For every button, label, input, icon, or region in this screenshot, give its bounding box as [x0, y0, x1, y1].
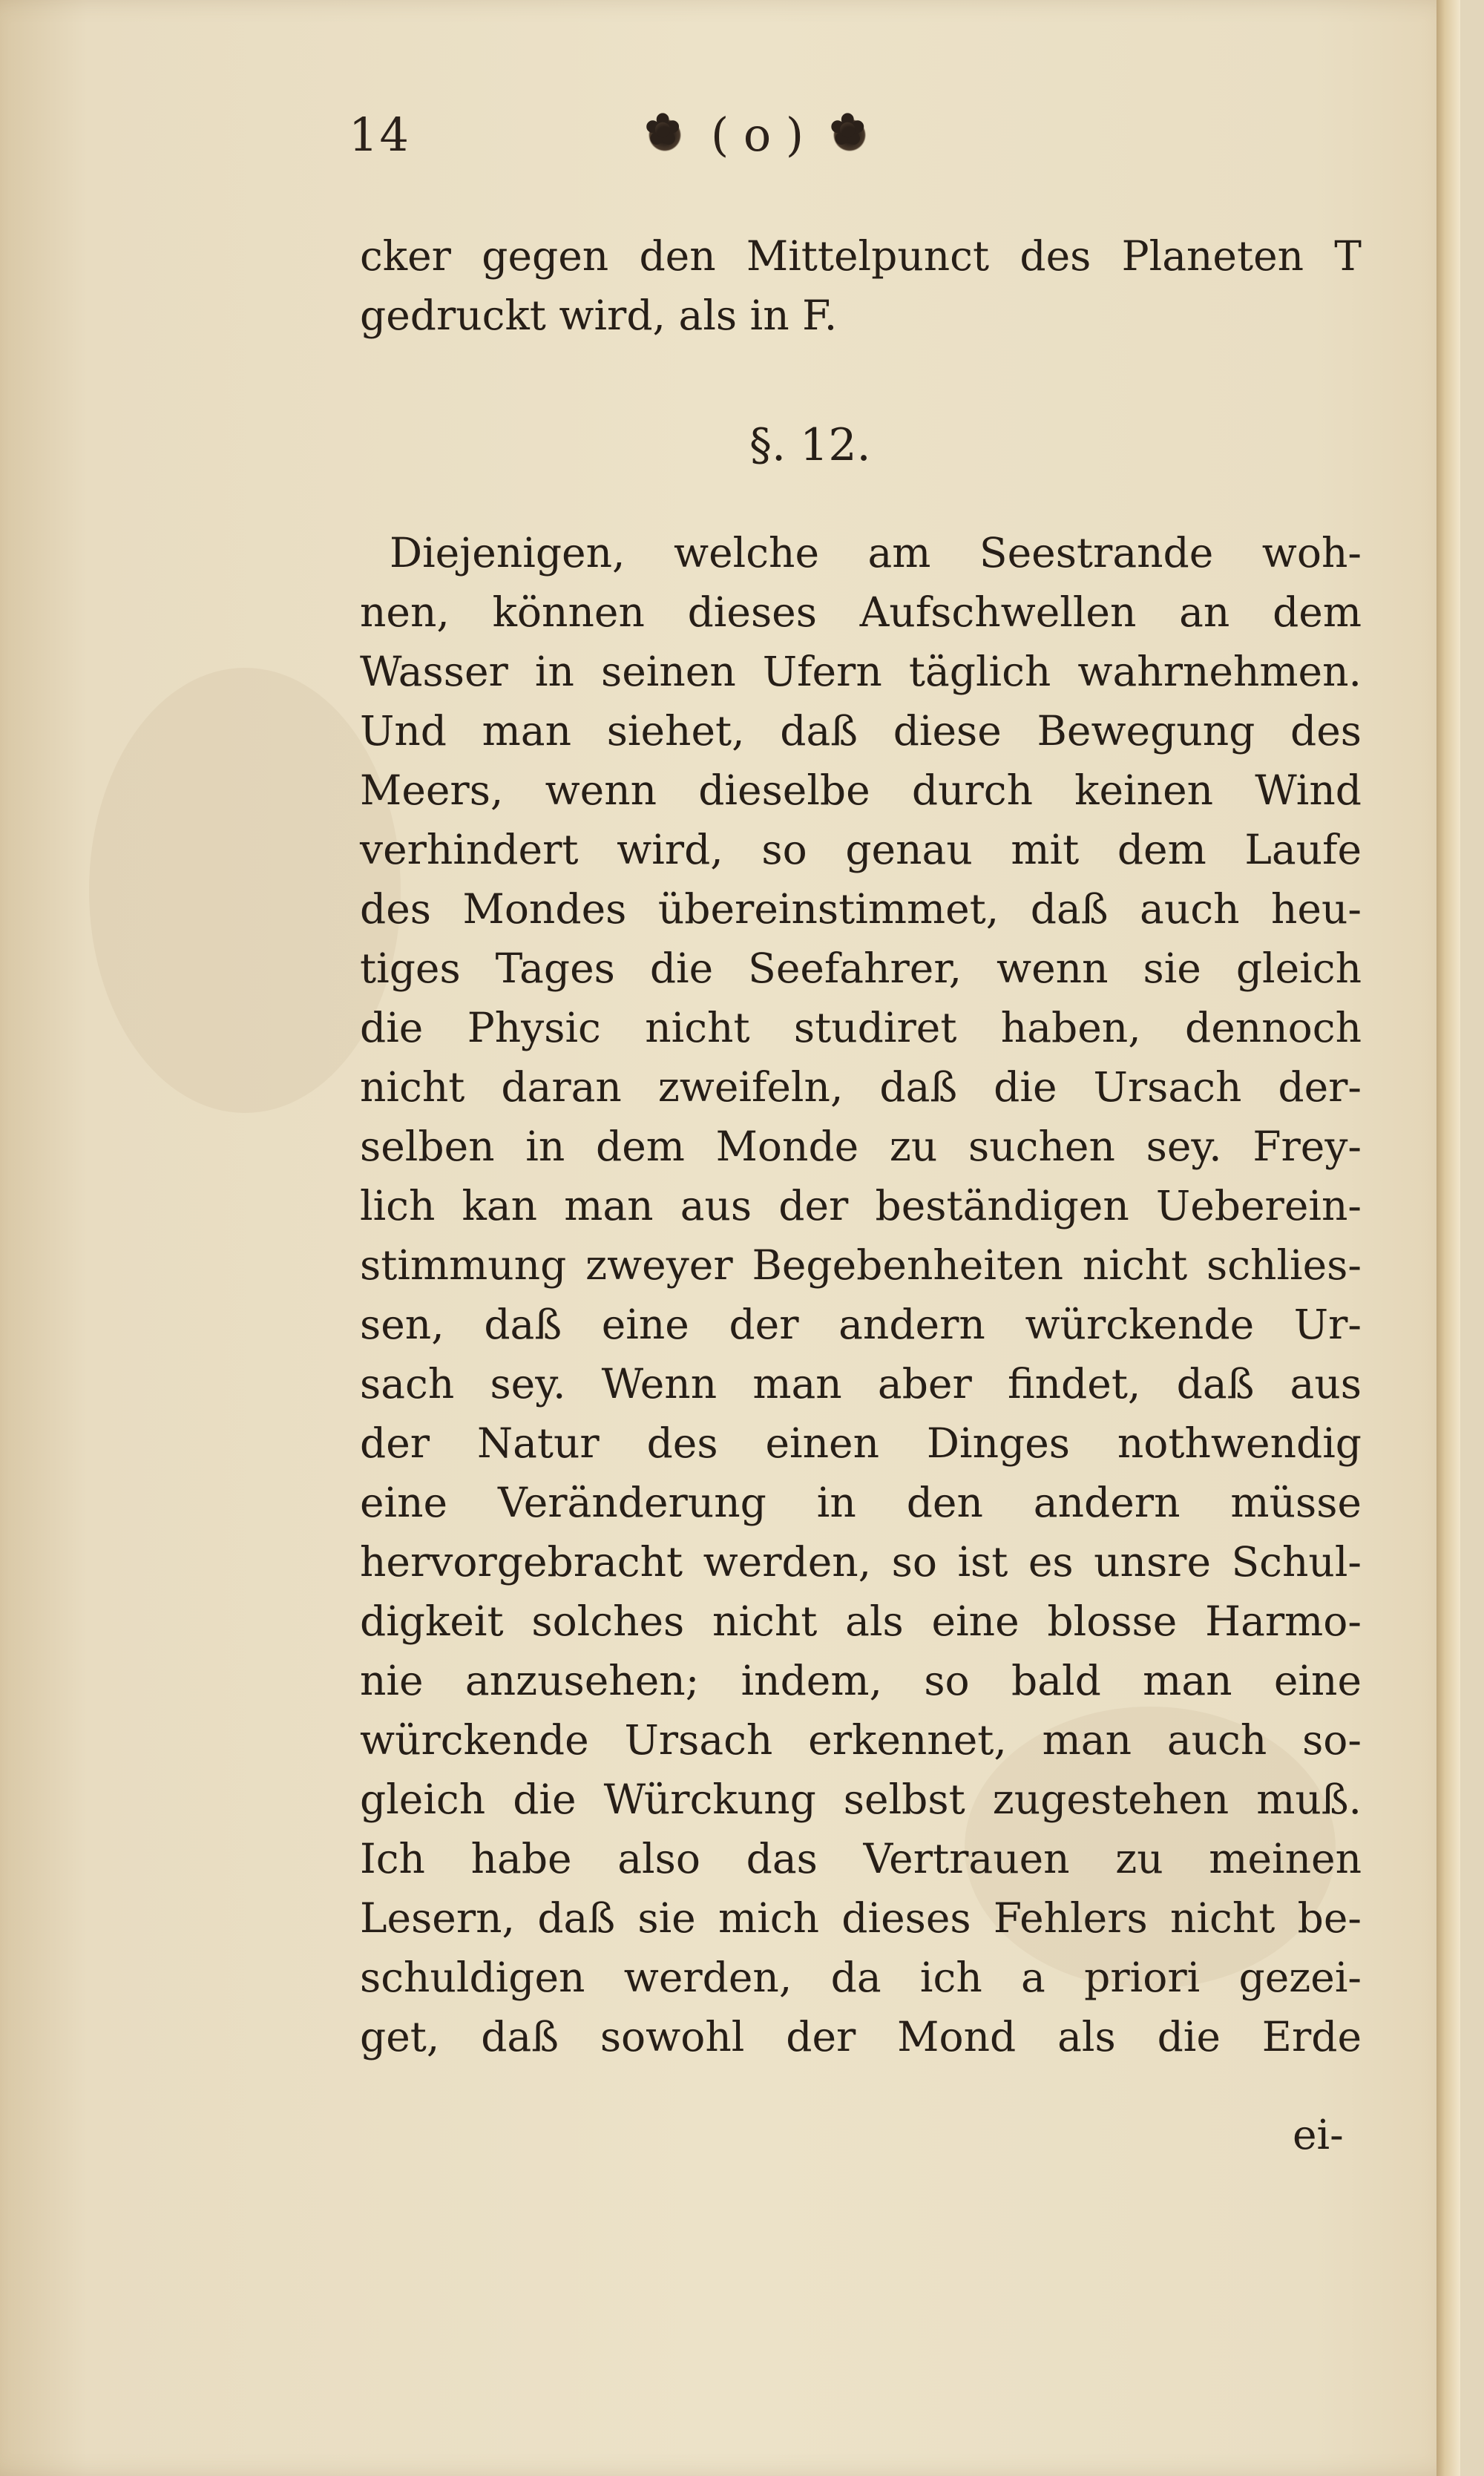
text-line: verhindert wird, so genau mit dem Laufe [360, 826, 1362, 873]
text-line: selben in dem Monde zu suchen sey. Frey- [360, 1123, 1362, 1170]
text-line: lich kan man aus der beständigen Ueberein- [360, 1182, 1362, 1229]
text-line: Lesern, daß sie mich dieses Fehlers nicht be- [360, 1894, 1362, 1942]
section-heading: §. 12. [749, 419, 871, 471]
text-line: gedruckt wird, als in F. [360, 292, 838, 339]
text-line: Meers, wenn dieselbe durch keinen Wind [360, 766, 1362, 814]
text-line: des Mondes übereinstimmet, daß auch heu- [360, 885, 1362, 933]
header-center-text: ( o ) [711, 108, 804, 162]
text-line: Ich habe also das Vertrauen zu meinen [360, 1835, 1362, 1882]
fleuron-ornament-icon [830, 116, 869, 154]
text-line: get, daß sowohl der Mond als die Erde [360, 2013, 1362, 2060]
text-line: Wasser in seinen Ufern täglich wahrnehmen. [360, 648, 1362, 695]
paper-stain [89, 668, 401, 1113]
text-line: nen, können dieses Aufschwellen an dem [360, 588, 1362, 636]
text-line: stimmung zweyer Begebenheiten nicht schlies- [360, 1241, 1362, 1289]
text-line: sach sey. Wenn man aber findet, daß aus [360, 1360, 1362, 1408]
page-number: 14 [349, 108, 410, 162]
fleuron-ornament-icon [646, 116, 684, 154]
text-line: Und man siehet, daß diese Bewegung des [360, 707, 1362, 755]
text-line: Diejenigen, welche am Seestrande woh- [390, 529, 1362, 577]
text-line: gleich die Würckung selbst zugestehen muß. [360, 1776, 1362, 1823]
text-line: hervorgebracht werden, so ist es unsre Schul- [360, 1538, 1362, 1586]
page-header [349, 108, 1165, 182]
body-text-block [360, 523, 1362, 2066]
text-line: nie anzusehen; indem, so bald man eine [360, 1657, 1362, 1704]
text-line: cker gegen den Mittelpunct des Planeten T [360, 232, 1362, 280]
text-line: digkeit solches nicht als eine blosse Harmo- [360, 1597, 1362, 1645]
text-line: nicht daran zweifeln, daß die Ursach der- [360, 1063, 1362, 1111]
catchword: ei- [1293, 2111, 1344, 2158]
text-line: würckende Ursach erkennet, man auch so- [360, 1716, 1362, 1764]
header-ornament-group [646, 108, 869, 162]
text-line: eine Veränderung in den andern müsse [360, 1479, 1362, 1526]
text-line: sen, daß eine der andern würckende Ur- [360, 1301, 1362, 1348]
text-line: schuldigen werden, da ich a priori gezei- [360, 1954, 1362, 2001]
top-text-block [360, 226, 1362, 345]
text-line: tiges Tages die Seefahrer, wenn sie gleich [360, 945, 1362, 992]
page-edge [1437, 0, 1460, 2476]
text-line: die Physic nicht studiret haben, dennoch [360, 1004, 1362, 1051]
text-line: der Natur des einen Dinges nothwendig [360, 1419, 1362, 1467]
